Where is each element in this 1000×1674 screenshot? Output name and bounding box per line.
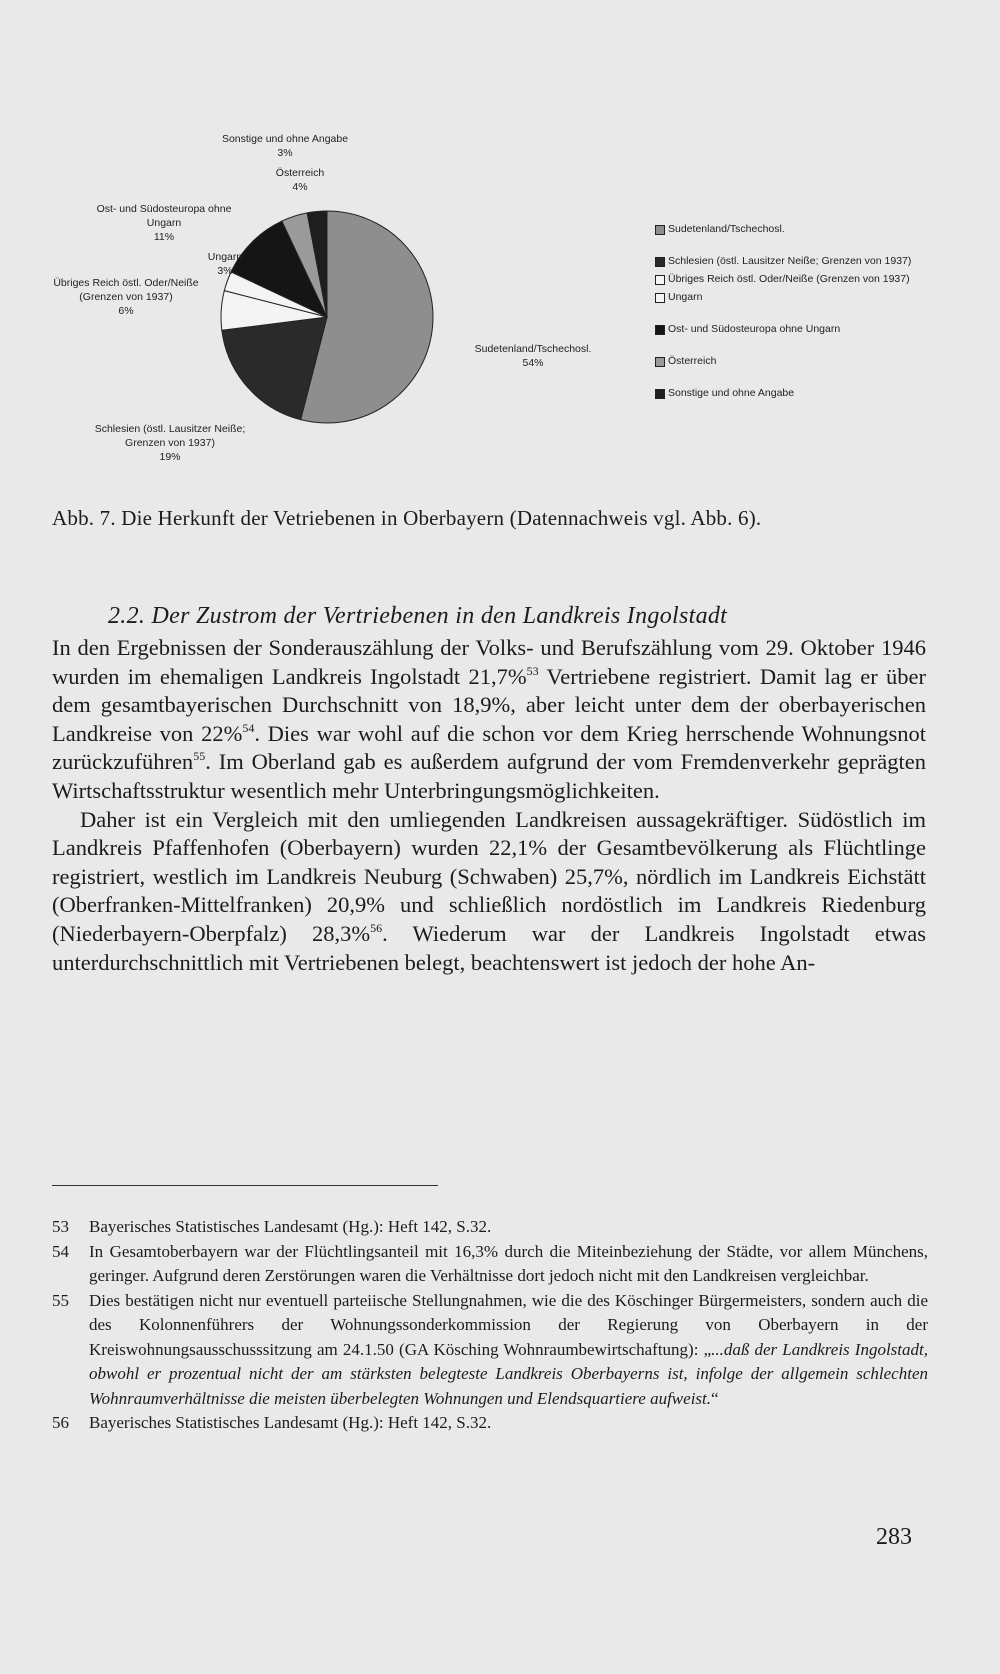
footnote-text [89, 1289, 928, 1412]
legend-item-oesterreich [655, 354, 935, 368]
paragraph-2 [52, 806, 926, 978]
legend-swatch [655, 389, 665, 399]
footnote-ref: 53 [526, 663, 539, 678]
slice-label-schlesien: Schlesien (östl. Lausitzer Neiße; Grenzen von 1937) 19% [94, 423, 246, 463]
legend-swatch [655, 357, 665, 367]
slice-label-sudetenland: Sudetenland/Tschechosl. 54% [474, 343, 592, 369]
footnote-53 [52, 1215, 928, 1240]
footnotes [52, 1215, 928, 1436]
legend-item-sudetenland [655, 222, 935, 236]
footnote-55 [52, 1289, 928, 1412]
figure-caption: Abb. 7. Die Herkunft der Vetriebenen in Oberbayern (Datennachweis vgl. Abb. 6). [52, 506, 762, 530]
legend-label: Österreich [668, 355, 717, 367]
footnote-ref: 54 [242, 720, 255, 735]
legend-swatch [655, 293, 665, 303]
footnote-ref: 55 [193, 749, 206, 764]
footnote-quote-close: “ [711, 1388, 719, 1408]
text-run: . Dies war wohl auf die schon vor dem Krieg herrschende Wohnungsnot zurückzuführen [52, 720, 926, 775]
legend-item-uebriges-reich [655, 272, 935, 286]
pie-chart [40, 120, 980, 480]
text-run: Vertriebene registriert. Damit lag er über dem gesamtbayerischen Durchschnitt von 18,9%, aber leicht unter dem der oberbayerischen Landkreise von 22% [52, 663, 926, 746]
footnote-text-run: Dies bestätigen nicht nur eventuell parteiische Stellungnahmen, wie die des Köschinger Bürgermeisters, sondern auch die des Kolonnenführers der Wohnungssonderkommission der Regierung von Oberbayern in der Kreiswohnungsausschusssitzung am 24.1.50 (GA Kösching Wohnraumbewirtschaftung): „ [89, 1290, 928, 1359]
paragraph-1 [52, 634, 926, 806]
legend-item-schlesien [655, 254, 935, 268]
slice-label-uebriges-reich: Übriges Reich östl. Oder/Neiße (Grenzen von 1937) 6% [53, 277, 199, 317]
legend-label: Sonstige und ohne Angabe [668, 387, 795, 399]
footnote-number: 54 [52, 1241, 69, 1261]
footnote-number: 53 [52, 1217, 69, 1236]
footnote-56 [52, 1411, 928, 1436]
text-run: . Wiederum war der Landkreis Ingolstadt etwas unterdurchschnittlich mit Vertriebenen belegt, beachtenswert ist jedoch der hohe An- [52, 920, 926, 975]
footnote-54 [52, 1240, 928, 1289]
legend-swatch [655, 325, 665, 335]
footnote-divider [52, 1185, 438, 1186]
chart-legend [655, 222, 935, 400]
footnote-quote: ...daß der Landkreis Ingolstadt, obwohl er prozentual nicht der am stärksten belegteste Landkreis Oberbayerns ist, infolge der allgemein schlechten Wohnraumverhältnisse die meisten überbelegten Wohnungen und Elendsquartiere aufweist. [89, 1339, 928, 1408]
section-heading: 2.2. Der Zustrom der Vertriebenen in den Landkreis Ingolstadt [108, 603, 728, 629]
legend-label: Ost- und Südosteuropa ohne Ungarn [668, 323, 841, 335]
footnote-number: 56 [52, 1413, 69, 1432]
text-run: . Im Oberland gab es außerdem aufgrund der vom Fremdenverkehr geprägten Wirtschaftsstruktur wesentlich mehr Unterbringungsmöglichkeiten. [52, 749, 926, 803]
legend-label: Sudetenland/Tschechosl. [668, 223, 785, 235]
legend-label: Ungarn [668, 291, 703, 303]
text-run: Daher ist ein Vergleich mit den umliegenden Landkreisen aussagekräftiger. Südöstlich im Landkreis Pfaffenhofen (Oberbayern) wurden 22,1% der Gesamtbevölkerung als Flüchtlinge registriert, westlich im Landkreis Neuburg (Schwaben) 25,7%, nördlich im Landkreis Eichstätt (Oberfranken-Mittelfranken) 20,9% und schließlich nordöstlich im Landkreis Riedenburg (Niederbayern-Oberpfalz) 28,3% [52, 806, 926, 946]
slice-label-ungarn: Ungarn 3% [207, 251, 243, 277]
body-text [52, 634, 926, 977]
legend-swatch [655, 225, 665, 235]
legend-item-ost-suedosteuropa [655, 322, 935, 336]
legend-item-sonstige [655, 386, 935, 400]
footnote-text: In Gesamtoberbayern war der Flüchtlingsanteil mit 16,3% durch die Miteinbeziehung der Städte, vor allem Münchens, geringer. Aufgrund deren Zerstörungen waren die Verhältnisse dort jedoch nicht mit den Landkreisen vergleichbar. [89, 1241, 928, 1285]
footnote-number: 55 [52, 1290, 69, 1310]
legend-swatch [655, 275, 665, 285]
text-run: In den Ergebnissen der Sonderauszählung der Volks- und Berufszählung vom 29. Oktober 1946 wurden im ehemaligen Landkreis Ingolstadt 21,7% [52, 635, 926, 689]
slice-label-sonstige: Sonstige und ohne Angabe 3% [221, 133, 349, 159]
legend-label: Schlesien (östl. Lausitzer Neiße; Grenzen von 1937) [668, 255, 912, 267]
slice-label-ost-suedosteuropa: Ost- und Südosteuropa ohne Ungarn 11% [96, 203, 232, 243]
footnote-ref: 56 [370, 920, 383, 935]
legend-label: Übriges Reich östl. Oder/Neiße (Grenzen von 1937) [668, 273, 910, 285]
legend-swatch [655, 257, 665, 267]
footnote-text: Bayerisches Statistisches Landesamt (Hg.): Heft 142, S.32. [89, 1413, 492, 1432]
slice-label-oesterreich: Österreich 4% [275, 167, 325, 193]
legend-item-ungarn [655, 290, 935, 304]
footnote-text: Bayerisches Statistisches Landesamt (Hg.): Heft 142, S.32. [89, 1217, 492, 1236]
page-number: 283 [876, 1524, 912, 1550]
